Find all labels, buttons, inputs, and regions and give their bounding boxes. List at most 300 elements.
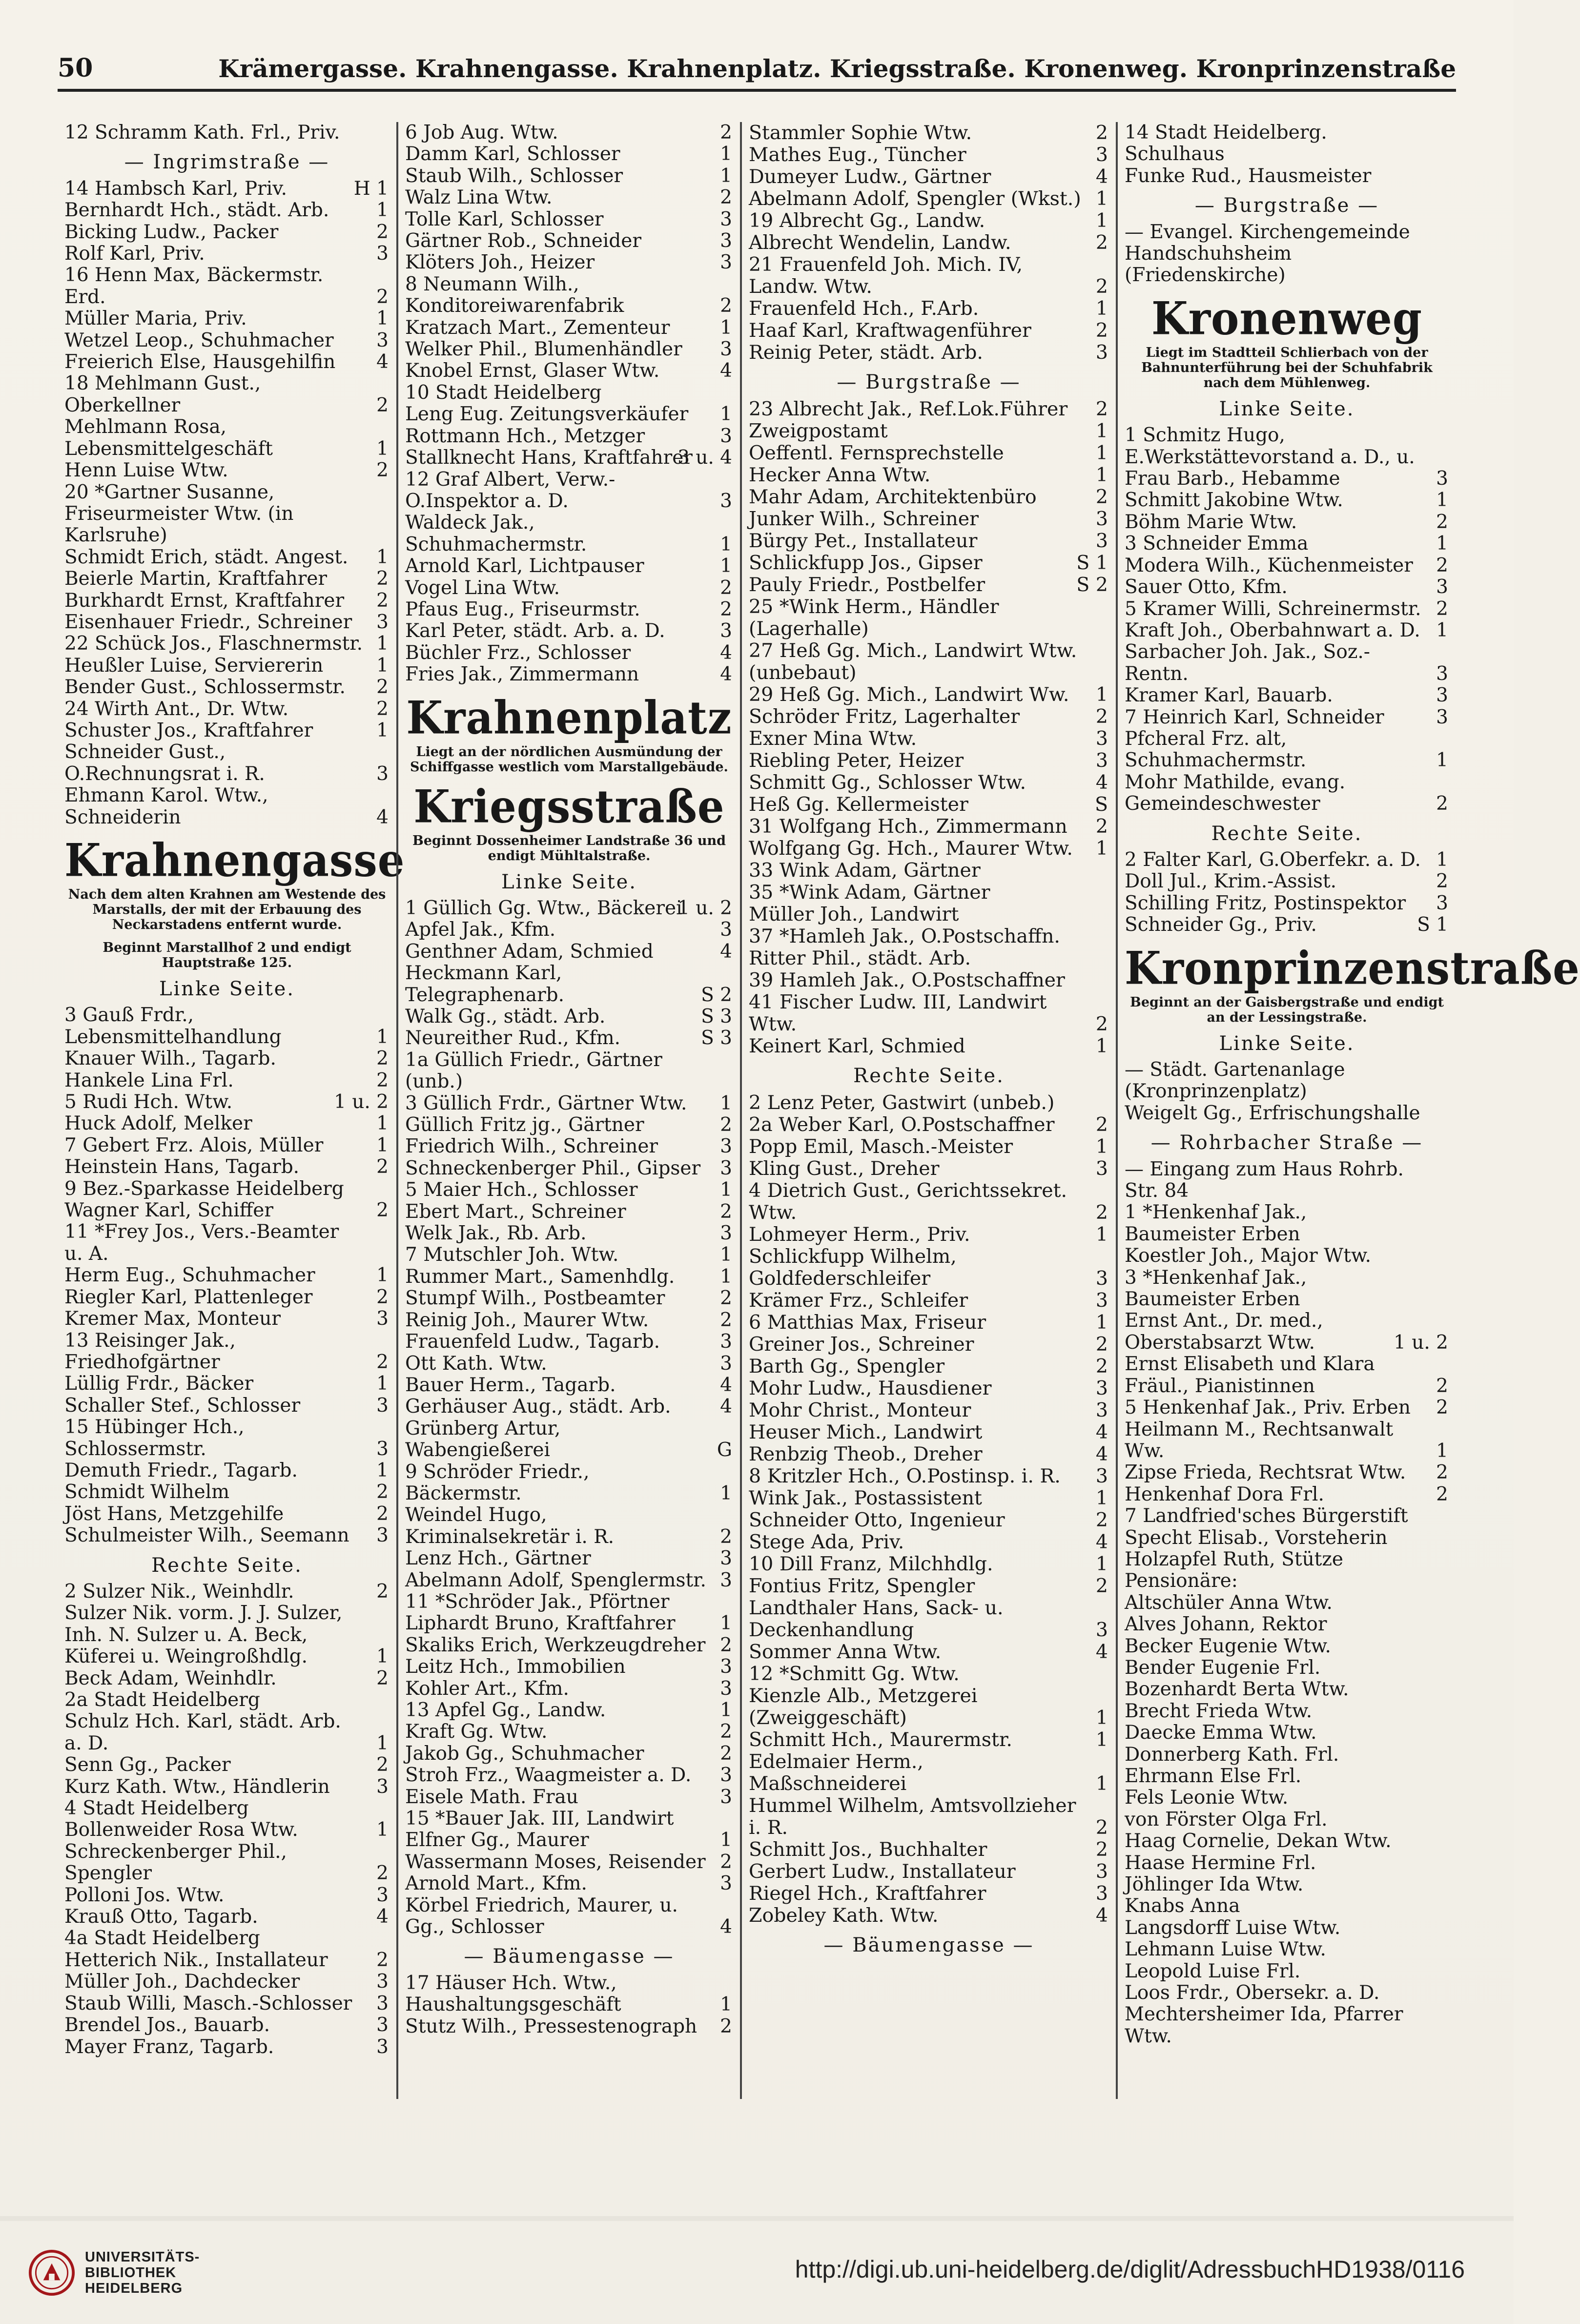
directory-column-2: [396, 122, 740, 2099]
entry-floor: 3: [720, 208, 732, 230]
entry-floor: 1: [1095, 464, 1108, 486]
street-heading: Krahnengasse: [64, 833, 405, 887]
entry-floor: 2: [1095, 398, 1108, 420]
entry-text: Mayer Franz, Tagarb.: [64, 2036, 274, 2058]
entry-floor: 1: [720, 555, 732, 577]
directory-entry: [405, 1179, 733, 1201]
entry-floor: 2: [376, 286, 389, 308]
entry-text: 16 Henn Max, Bäckermstr. Erd.: [64, 264, 329, 308]
directory-entry: [1125, 1961, 1449, 1982]
entry-text: 37 *Hamleh Jak., O.Postschaffn.: [749, 925, 1060, 947]
entry-floor: 3: [376, 762, 389, 785]
entry-text: Reinig Peter, städt. Arb.: [749, 341, 983, 364]
entry-text: Welk Jak., Rb. Arb.: [405, 1222, 587, 1245]
directory-entry: [405, 1461, 733, 1505]
directory-entry: [64, 1668, 390, 1689]
entry-text: Brendel Jos., Bauarb.: [64, 2014, 270, 2036]
entry-floor: 2: [1436, 870, 1448, 893]
section-heading: Linke Seite.: [1219, 397, 1355, 420]
entry-text: Barth Gg., Spengler: [749, 1355, 945, 1378]
directory-entry: [64, 200, 390, 221]
entry-floor: 3: [376, 243, 389, 265]
entry-floor: 1: [1095, 1772, 1108, 1795]
entry-floor: 2: [1436, 511, 1448, 533]
directory-entry: [1125, 1657, 1449, 1679]
entry-text: Apfel Jak., Kfm.: [405, 919, 556, 941]
entry-floor: 4: [1095, 1421, 1108, 1443]
entry-floor: 2: [1436, 597, 1448, 620]
directory-entry: [405, 1787, 733, 1808]
directory-entry: [64, 1525, 390, 1546]
entry-floor: 2: [1095, 705, 1108, 728]
entry-text: Polloni Jos. Wtw.: [64, 1884, 225, 1906]
entry-floor: 2: [376, 1156, 389, 1178]
directory-entry: [749, 464, 1109, 486]
entry-text: Haase Hermine Frl.: [1125, 1851, 1316, 1874]
entry-text: Kremer Max, Monteur: [64, 1308, 281, 1330]
entry-text: Genthner Adam, Schmied: [405, 940, 654, 963]
entry-text: Schröder Fritz, Lagerhalter: [749, 705, 1020, 728]
directory-entry: [749, 1399, 1109, 1421]
entry-floor: 2: [376, 1286, 389, 1308]
entry-text: Ernst Ant., Dr. med., Oberstabsarzt Wtw.: [1125, 1310, 1330, 1354]
directory-entry: [64, 1841, 390, 1885]
entry-floor: 3: [720, 1157, 732, 1179]
entry-text: Henn Luise Wtw.: [64, 459, 228, 482]
entry-floor: 1: [1095, 683, 1108, 706]
entry-text: Exner Mina Wtw.: [749, 727, 917, 750]
directory-column-4: [1116, 122, 1580, 2099]
entry-floor: 1: [376, 199, 389, 222]
entry-floor: 3: [1436, 662, 1448, 685]
entry-floor: 2: [720, 598, 732, 620]
directory-entry: [749, 574, 1109, 596]
entry-floor: 1: [720, 1179, 732, 1201]
entry-floor: 3: [1436, 468, 1448, 490]
entry-text: Haag Cornelie, Dekan Wtw.: [1125, 1830, 1392, 1852]
directory-entry: [405, 1049, 733, 1093]
page-number: 50: [58, 53, 93, 83]
directory-entry: [64, 785, 390, 828]
street-description: Beginnt Dossenheimer Landstraße 36 und endigt Mühltalstraße.: [412, 833, 726, 864]
directory-entry: [1125, 1159, 1449, 1202]
entry-floor: 1: [376, 1373, 389, 1395]
directory-entry: [405, 898, 733, 919]
directory-entry: [1125, 1462, 1449, 1483]
entry-text: — Evangel. Kirchengemeinde Handschuhsheim (Friedenskirche): [1125, 221, 1416, 287]
entry-floor: 2: [1095, 275, 1108, 298]
directory-entry: [1125, 1419, 1449, 1462]
directory-entry: [405, 1613, 733, 1634]
entry-floor: 4: [720, 940, 732, 963]
entry-text: 15 *Bauer Jak. III, Landwirt: [405, 1808, 674, 1830]
directory-entry: [64, 655, 390, 677]
entry-text: Bozenhardt Berta Wtw.: [1125, 1678, 1349, 1701]
directory-entry: [405, 963, 733, 1006]
entry-floor: 1: [376, 546, 389, 568]
entry-text: Schulmeister Wilh., Seemann: [64, 1524, 349, 1547]
entry-floor: 2: [376, 1949, 389, 1971]
entry-text: Bender Gust., Schlossermstr.: [64, 676, 346, 699]
running-title: Krämergasse. Krahnengasse. Krahnenplatz. Kriegsstraße. Kronenweg. Kronprinzenstraße: [218, 54, 1456, 83]
entry-floor: 2: [1095, 1838, 1108, 1861]
entry-floor: 2: [376, 394, 389, 416]
entry-floor: S 3: [701, 1027, 732, 1049]
entry-floor: 1: [720, 533, 732, 555]
directory-entry: [64, 1395, 390, 1417]
entry-floor: 1: [1436, 848, 1448, 871]
directory-entry: [1125, 1874, 1449, 1895]
entry-floor: 2: [376, 1481, 389, 1503]
entry-floor: 3: [376, 1524, 389, 1547]
directory-entry: [64, 1906, 390, 1928]
entry-floor: 2: [1095, 1509, 1108, 1531]
directory-entry: [749, 1839, 1109, 1861]
entry-text: Müller Maria, Priv.: [64, 308, 247, 330]
directory-entry: [64, 1928, 390, 1949]
entry-floor: 1 u. 2: [334, 1091, 389, 1113]
directory-entry: [1125, 1267, 1449, 1311]
entry-floor: 2: [376, 1862, 389, 1885]
directory-entry: [405, 1006, 733, 1028]
directory-entry: [64, 1993, 390, 2015]
entry-floor: 2: [1436, 793, 1448, 815]
directory-entry: [405, 469, 733, 513]
entry-text: Brecht Frieda Wtw.: [1125, 1700, 1313, 1722]
directory-entry: [1125, 1636, 1449, 1657]
entry-text: 11 *Frey Jos., Vers.-Beamter u. A.: [64, 1221, 345, 1265]
entry-text: Schaller Stef., Schlosser: [64, 1394, 301, 1417]
directory-entry: [405, 1093, 733, 1114]
entry-text: Schneckenberger Phil., Gipser: [405, 1157, 701, 1179]
entry-text: 4a Stadt Heidelberg: [64, 1927, 260, 1950]
library-logo[interactable]: [28, 2245, 272, 2299]
directory-entry: [749, 1356, 1109, 1378]
entry-floor: 2: [1095, 1013, 1108, 1035]
section-heading: Linke Seite.: [501, 870, 637, 893]
directory-entry: [1125, 2004, 1449, 2047]
directory-entry: [405, 230, 733, 252]
directory-entry: [64, 308, 390, 329]
entry-text: Kienzle Alb., Metzgerei (Zweiggeschäft): [749, 1685, 984, 1729]
directory-entry: [749, 1883, 1109, 1905]
directory-entry: [64, 1070, 390, 1091]
directory-entry: [405, 512, 733, 555]
entry-text: Jöhlinger Ida Wtw.: [1125, 1873, 1304, 1896]
entry-text: Lohmeyer Herm., Priv.: [749, 1223, 970, 1246]
entry-text: Tolle Karl, Schlosser: [405, 208, 604, 230]
entry-text: Mehlmann Rosa, Lebensmittelgeschäft: [64, 416, 273, 460]
entry-floor: 2: [720, 1851, 732, 1873]
entry-floor: 3: [1095, 1377, 1108, 1399]
directory-entry: [749, 398, 1109, 420]
directory-entry: [405, 122, 733, 144]
directory-entry: [64, 1113, 390, 1134]
directory-entry: [405, 599, 733, 620]
entry-floor: 2: [720, 1525, 732, 1548]
entry-text: Schneider Gust., O.Rechnungsrat i. R.: [64, 741, 265, 785]
entry-text: Heckmann Karl, Telegraphenarb.: [405, 962, 568, 1006]
directory-entry: [1125, 1766, 1449, 1787]
entry-floor: S: [1094, 793, 1108, 816]
directory-entry: [405, 360, 733, 382]
entry-text: Schlickfupp Jos., Gipser: [749, 552, 983, 574]
directory-entry: [749, 1487, 1109, 1509]
directory-entry: [64, 568, 390, 590]
entry-text: 3 Güllich Frdr., Gärtner Wtw.: [405, 1092, 687, 1114]
logo-line-2: BIBLIOTHEK: [85, 2265, 177, 2281]
directory-entry: [64, 741, 390, 785]
entry-text: Lehmann Luise Wtw.: [1125, 1938, 1326, 1961]
entry-floor: 4: [720, 641, 732, 664]
entry-floor: 3: [1095, 1399, 1108, 1421]
directory-entry: [749, 508, 1109, 530]
directory-entry: [405, 1570, 733, 1591]
entry-text: Gerhäuser Aug., städt. Arb.: [405, 1396, 671, 1418]
entry-text: — Eingang zum Haus Rohrb. Str. 84: [1125, 1158, 1410, 1202]
entry-text: 3 Gauß Frdr., Lebensmittelhandlung: [64, 1004, 282, 1048]
directory-entry: [405, 209, 733, 230]
street-description: Beginnt Marstallhof 2 und endigt Hauptstraße 125.: [103, 940, 351, 970]
entry-floor: 3: [376, 1438, 389, 1460]
entry-floor: 1: [376, 1459, 389, 1481]
directory-entry: [749, 947, 1109, 969]
footer-divider: [0, 2216, 1514, 2221]
directory-entry: [1125, 1592, 1449, 1614]
entry-text: Freierich Else, Hausgehilfin: [64, 351, 336, 373]
directory-entry: [1125, 555, 1449, 576]
entry-text: Damm Karl, Schlosser: [405, 143, 620, 165]
directory-entry: [749, 1114, 1109, 1136]
directory-entry: [64, 482, 390, 547]
entry-text: Ott Kath. Wtw.: [405, 1352, 547, 1375]
entry-floor: 2: [1436, 1375, 1448, 1397]
entry-text: Hetterich Nik., Installateur: [64, 1949, 328, 1971]
entry-text: 11 *Schröder Jak., Pförtner: [405, 1590, 670, 1613]
directory-entry: [1125, 871, 1449, 892]
entry-text: Schmitt Jos., Buchhalter: [749, 1838, 987, 1861]
entry-text: Jöst Hans, Metzgehilfe: [64, 1502, 284, 1525]
entry-text: Mahr Adam, Architektenbüro: [749, 486, 1037, 508]
entry-text: Daecke Emma Wtw.: [1125, 1722, 1317, 1744]
entry-text: 1 Güllich Gg. Wtw., Bäckerei: [405, 897, 682, 919]
entry-text: 9 Schröder Friedr., Bäckermstr.: [405, 1460, 595, 1504]
entry-text: Stammler Sophie Wtw.: [749, 122, 972, 144]
entry-text: Oeffentl. Fernsprechstelle: [749, 442, 1004, 464]
directory-entry: [405, 1288, 733, 1309]
directory-entry: [749, 1597, 1109, 1641]
entry-text: 7 Heinrich Karl, Schneider: [1125, 706, 1384, 728]
entry-text: Beierle Martin, Kraftfahrer: [64, 568, 328, 590]
entry-floor: 3: [720, 1331, 732, 1353]
entry-text: 23 Albrecht Jak., Ref.Lok.Führer: [749, 398, 1068, 420]
directory-entry: [1125, 707, 1449, 728]
entry-text: 12 *Schmitt Gg. Wtw.: [749, 1663, 960, 1685]
entry-text: Keinert Karl, Schmied: [749, 1035, 965, 1057]
directory-entry: [749, 1553, 1109, 1575]
entry-text: Bauer Herm., Tagarb.: [405, 1374, 616, 1396]
source-url[interactable]: http://digi.ub.uni-heidelberg.de/diglit/AdressbuchHD1938/0116: [795, 2256, 1465, 2283]
entry-floor: 3 u. 4: [677, 447, 732, 469]
entry-text: Grünberg Artur, Wabengießerei: [405, 1417, 567, 1461]
entry-floor: 4: [720, 1374, 732, 1396]
entry-text: Gerbert Ludw., Installateur: [749, 1860, 1016, 1883]
directory-entry: [64, 1503, 390, 1525]
entry-text: Pfaus Eug., Friseurmstr.: [405, 598, 640, 620]
library-name: [85, 2249, 200, 2296]
directory-entry: [405, 1548, 733, 1569]
entry-text: Specht Elisab., Vorsteherin: [1125, 1526, 1388, 1549]
directory-entry: [64, 1005, 390, 1048]
directory-entry: [1125, 728, 1449, 772]
entry-floor: 3: [376, 1775, 389, 1798]
entry-text: Neureither Rud., Kfm.: [405, 1027, 621, 1049]
entry-text: Abelmann Adolf, Spenglermstr.: [405, 1569, 706, 1591]
entry-floor: 2: [720, 2015, 732, 2037]
directory-entry: [1125, 1852, 1449, 1874]
entry-floor: 2: [1095, 486, 1108, 508]
directory-entry: [405, 426, 733, 447]
directory-entry: [1125, 598, 1449, 620]
directory-entry: [749, 420, 1109, 442]
entry-text: Hummel Wilhelm, Amtsvollzieher i. R.: [749, 1794, 1083, 1839]
entry-text: Hankele Lina Frl.: [64, 1069, 234, 1091]
directory-column-1: [58, 122, 405, 2099]
directory-entry: [1125, 1939, 1449, 1960]
entry-text: Schuster Jos., Kraftfahrer: [64, 719, 313, 741]
directory-entry: [749, 1641, 1109, 1663]
directory-entry: [64, 1091, 390, 1113]
entry-floor: 3: [376, 2036, 389, 2058]
entry-floor: 4: [1095, 1531, 1108, 1553]
directory-entry: [405, 1830, 733, 1851]
entry-floor: 3: [720, 490, 732, 512]
entry-text: Schmitt Jakobine Wtw.: [1125, 489, 1343, 512]
entry-text: Schmitt Gg., Schlosser Wtw.: [749, 771, 1026, 794]
entry-text: Bürgy Pet., Installateur: [749, 530, 978, 552]
directory-entry: [64, 460, 390, 481]
directory-entry: [1125, 425, 1449, 490]
entry-text: Arnold Karl, Lichtpauser: [405, 555, 644, 577]
directory-entry: [749, 1861, 1109, 1883]
entry-floor: 3: [1095, 1465, 1108, 1487]
directory-entry: [64, 243, 390, 265]
directory-entry: [1125, 1245, 1449, 1267]
section-heading: Rechte Seite.: [151, 1554, 303, 1577]
entry-floor: 2: [720, 122, 732, 144]
directory-entry: [749, 1663, 1109, 1685]
entry-floor: 1: [376, 1819, 389, 1841]
entry-floor: G: [717, 1439, 732, 1461]
directory-entry: [405, 339, 733, 360]
directory-entry: [749, 1092, 1109, 1114]
directory-entry: [1125, 1059, 1449, 1103]
page-header: [58, 54, 1456, 92]
directory-entry: [405, 577, 733, 599]
entry-text: Landthaler Hans, Sack- u. Deckenhandlung: [749, 1597, 1010, 1641]
entry-text: Eisenhauer Friedr., Schreiner: [64, 611, 352, 633]
entry-text: Schilling Fritz, Postinspektor: [1125, 892, 1406, 914]
entry-floor: 3: [1095, 1860, 1108, 1883]
entry-floor: 1: [1095, 1035, 1108, 1057]
entry-floor: 1: [1095, 187, 1108, 210]
directory-entry: [405, 1656, 733, 1678]
directory-entry: [749, 816, 1109, 838]
entry-floor: 3: [720, 1786, 732, 1808]
entry-floor: 1: [720, 1482, 732, 1504]
directory-entry: [64, 351, 390, 373]
entry-text: 8 Neumann Wilh., Konditoreiwarenfabrik: [405, 273, 624, 317]
entry-floor: 3: [720, 1872, 732, 1895]
entry-floor: 2: [1095, 231, 1108, 254]
directory-entry: [749, 706, 1109, 728]
entry-text: Güllich Fritz jg., Gärtner: [405, 1114, 644, 1136]
directory-entry: [749, 728, 1109, 750]
entry-text: Zobeley Kath. Wtw.: [749, 1904, 939, 1927]
entry-floor: 3: [720, 620, 732, 642]
section-heading: — Rohrbacher Straße —: [1150, 1131, 1423, 1154]
directory-entry: [405, 941, 733, 963]
directory-entry: [749, 1795, 1109, 1839]
directory-entry: [405, 1396, 733, 1418]
directory-entry: [749, 882, 1109, 904]
entry-floor: 3: [1095, 144, 1108, 166]
entry-text: Schneider Otto, Ingenieur: [749, 1509, 1005, 1531]
entry-text: Ehmann Karol. Wtw., Schneiderin: [64, 784, 274, 828]
directory-entry: [64, 1971, 390, 1993]
directory-entry: [405, 642, 733, 664]
entry-floor: S 3: [701, 1006, 732, 1028]
entry-text: Krauß Otto, Tagarb.: [64, 1906, 258, 1928]
entry-text: Fries Jak., Zimmermann: [405, 663, 639, 686]
directory-entry: [405, 1331, 733, 1353]
entry-text: Rolf Karl, Priv.: [64, 243, 205, 265]
entry-floor: 3: [720, 1656, 732, 1678]
directory-entry: [749, 1575, 1109, 1597]
entry-text: Bender Eugenie Frl.: [1125, 1656, 1321, 1679]
directory-entry: [405, 1678, 733, 1700]
entry-text: Renbzig Theob., Dreher: [749, 1443, 983, 1465]
entry-floor: 4: [376, 1906, 389, 1928]
entry-floor: 1: [1095, 420, 1108, 442]
directory-entry: [405, 1743, 733, 1765]
entry-floor: 2: [376, 589, 389, 612]
entry-text: Kraft Gg. Wtw.: [405, 1721, 548, 1743]
directory-entry: [64, 1135, 390, 1156]
directory-entry: [749, 1751, 1109, 1795]
entry-text: Pfcheral Frz. alt, Schuhmachermstr.: [1125, 727, 1307, 772]
entry-text: 3 *Henkenhaf Jak., Baumeister Erben: [1125, 1266, 1313, 1311]
directory-entry: [64, 1711, 390, 1754]
directory-entry: [405, 1244, 733, 1266]
entry-floor: 2: [376, 1199, 389, 1222]
entry-text: Albrecht Wendelin, Landw.: [749, 231, 1011, 254]
entry-text: — Städt. Gartenanlage (Kronprinzenplatz): [1125, 1059, 1351, 1103]
directory-entry: [64, 1200, 390, 1221]
entry-text: Riegler Karl, Plattenleger: [64, 1286, 313, 1308]
entry-text: Kurz Kath. Wtw., Händlerin: [64, 1775, 330, 1798]
directory-entry: [749, 1443, 1109, 1465]
entry-text: Friedrich Wilh., Schreiner: [405, 1135, 658, 1158]
entry-text: Körbel Friedrich, Maurer, u. Gg., Schlosser: [405, 1894, 684, 1938]
section-heading: Linke Seite.: [159, 978, 295, 1000]
directory-entry: [749, 969, 1109, 991]
entry-text: Büchler Frz., Schlosser: [405, 641, 631, 664]
entry-floor: 1: [376, 654, 389, 677]
entry-text: 14 Hambsch Karl, Priv.: [64, 177, 287, 200]
directory-entry: [749, 1685, 1109, 1729]
entry-floor: 2: [376, 459, 389, 482]
